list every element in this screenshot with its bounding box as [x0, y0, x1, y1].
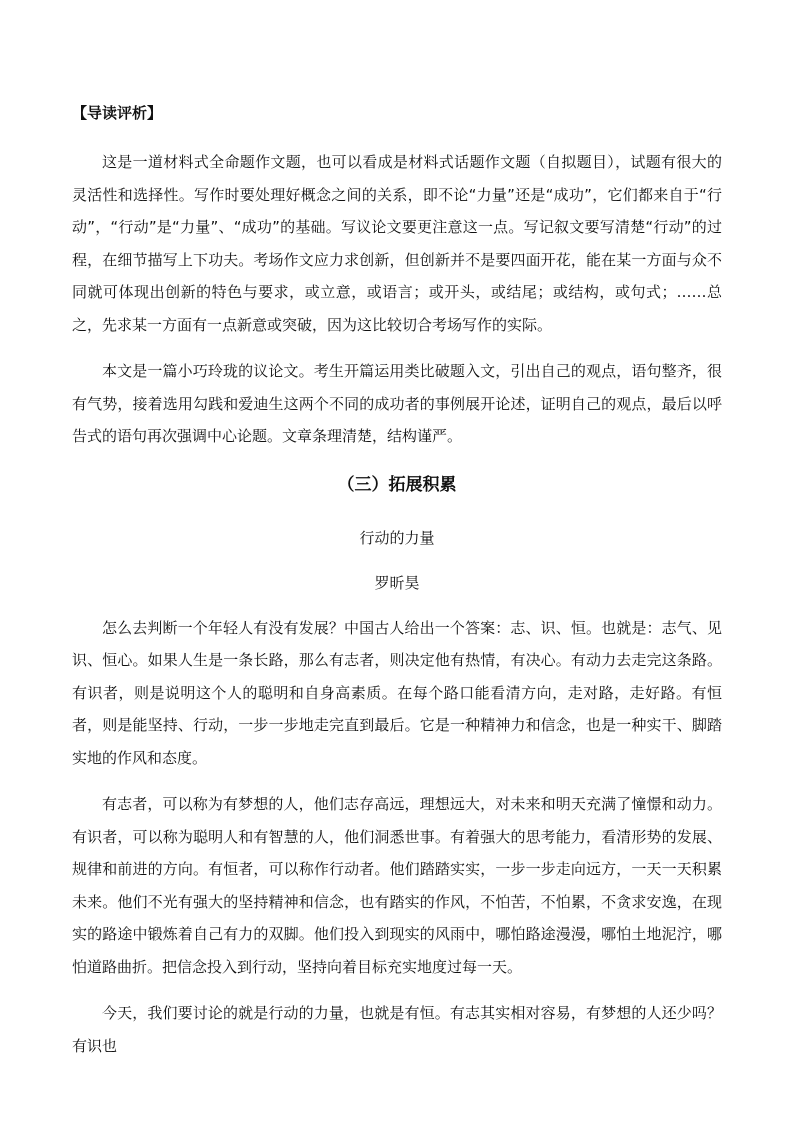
document-page	[72, 98, 722, 1076]
guide-paragraph-1: 这是一道材料式全命题作文题，也可以看成是材料式话题作文题（自拟题目），试题有很大的灵活性和选择性。写作时要处理好概念之间的关系，即不论“力量”还是“成功”，它们都来自于“行动”，“行动”是“力量”、“成功”的基础。写议论文要更注意这一点。写记叙文要写清楚“行动”的过程，在细节描写上下功夫。考场作文应力求创新，但创新并不是要四面开花，能在某一方面与众不同就可体现出创新的特色与要求，或立意，或语言；或开头，或结尾；或结构，或句式；……总之，先求某一方面有一点新意或突破，因为这比较切合考场写作的实际。	[72, 153, 722, 334]
guide-section-label: 【导读评析】	[72, 104, 163, 122]
section-heading: （三）拓展积累	[337, 474, 457, 495]
essay-paragraph-2: 有志者，可以称为有梦想的人，他们志存高远，理想远大，对未来和明天充满了憧憬和动力。有识者，可以称为聪明人和有智慧的人，他们洞悉世事。有着强大的思考能力，看清形势的发展、规律和前进的方向。有恒者，可以称作行动者。他们踏踏实实，一步一步走向远方，一天一天积累未来。他们不光有强大的坚持精神和信念，也有踏实的作风，不怕苦，不怕累，不贪求安逸，在现实的路途中锻炼着自己有力的双脚。他们投入到现实的风雨中，哪怕路途漫漫，哪怕土地泥泞，哪怕道路曲折。把信念投入到行动，坚持向着目标充实地度过每一天。	[72, 795, 722, 976]
essay-paragraph-3: 今天，我们要讨论的就是行动的力量，也就是有恒。有志其实相对容易，有梦想的人还少吗？有识也	[72, 1004, 722, 1055]
guide-paragraph-2: 本文是一篇小巧玲珑的议论文。考生开篇运用类比破题入文，引出自己的观点，语句整齐，很有气势，接着选用勾践和爱迪生这两个不同的成功者的事例展开论述，证明自己的观点，最后以呼告式的语句再次强调中心论题。文章条理清楚，结构谨严。	[72, 362, 722, 445]
essay-paragraph-1: 怎么去判断一个年轻人有没有发展？中国古人给出一个答案：志、识、恒。也就是：志气、见识、恒心。如果人生是一条长路，那么有志者，则决定他有热情，有决心。有动力去走完这条路。有识者，则是说明这个人的聪明和自身高素质。在每个路口能看清方向，走对路，走好路。有恒者，则是能坚持、行动，一步一步地走完直到最后。它是一种精神力和信念，也是一种实干、脚踏实地的作风和态度。	[72, 618, 722, 767]
essay-title: 行动的力量	[359, 528, 435, 547]
essay-author: 罗昕昊	[374, 573, 420, 592]
